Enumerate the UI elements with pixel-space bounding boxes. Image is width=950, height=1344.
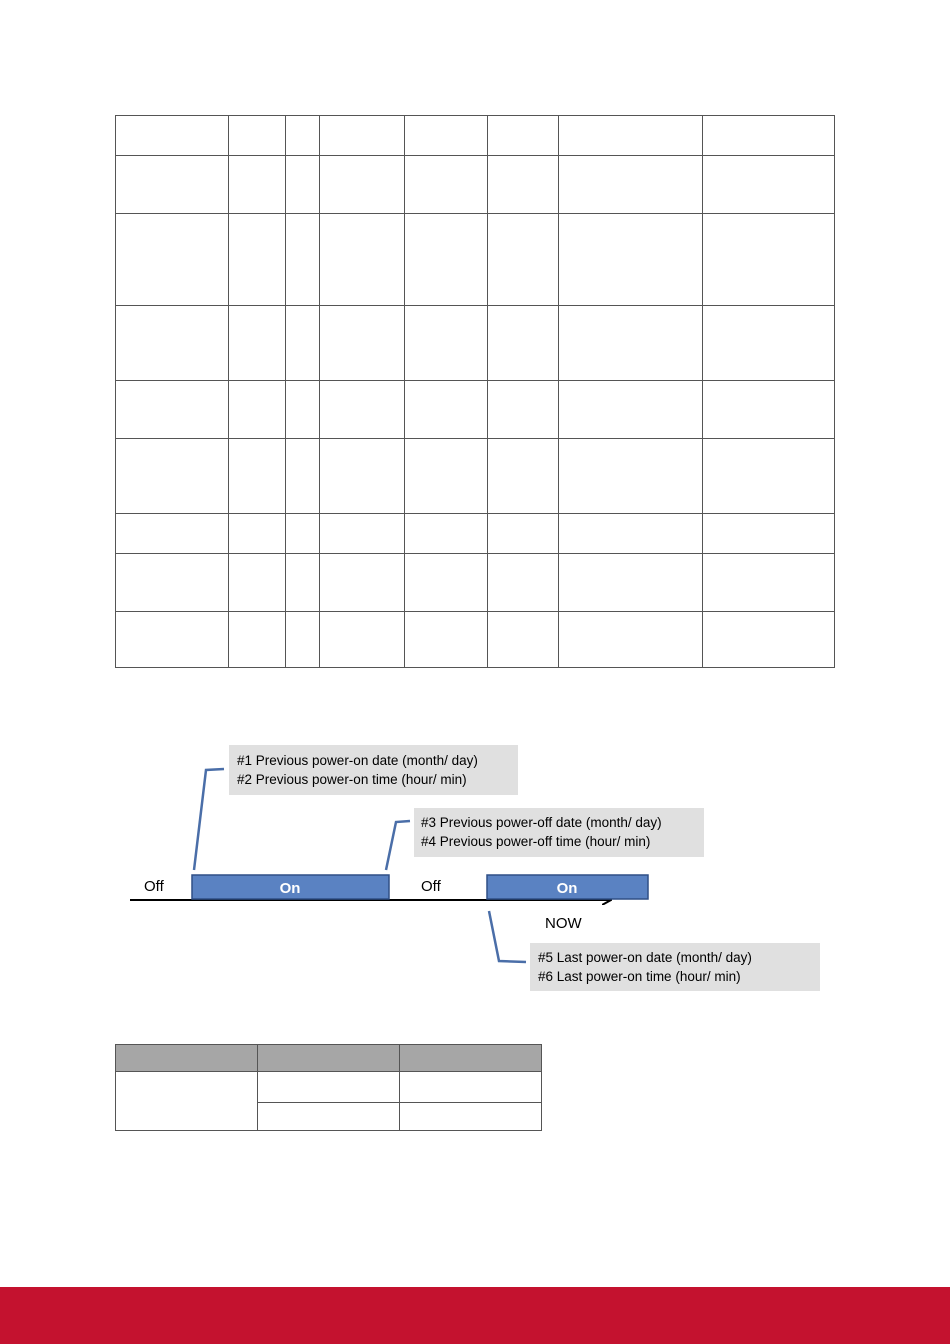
callout-line: #2 Previous power-on time (hour/ min) bbox=[237, 772, 467, 787]
footer-bar bbox=[0, 1287, 950, 1344]
return-value-table bbox=[115, 1044, 542, 1131]
table-row bbox=[116, 439, 835, 514]
table-row bbox=[116, 514, 835, 554]
off-label: Off bbox=[421, 878, 441, 895]
on-label: On bbox=[556, 880, 578, 897]
table-row bbox=[116, 306, 835, 381]
callout-line: #5 Last power-on date (month/ day) bbox=[538, 950, 752, 965]
callout-line: #1 Previous power-on date (month/ day) bbox=[237, 753, 478, 768]
command-table bbox=[115, 115, 835, 668]
table-header-row bbox=[116, 1045, 542, 1072]
leader-line bbox=[489, 911, 526, 962]
callout-previous-power-on bbox=[229, 745, 518, 795]
on-label: On bbox=[279, 880, 301, 897]
leader-line bbox=[194, 769, 224, 870]
off-label: Off bbox=[144, 878, 164, 895]
table-row bbox=[116, 381, 835, 439]
callout-line: #4 Previous power-off time (hour/ min) bbox=[421, 834, 651, 849]
now-label: NOW bbox=[545, 915, 582, 932]
callout-line: #6 Last power-on time (hour/ min) bbox=[538, 969, 741, 984]
leader-line bbox=[386, 821, 410, 870]
callout-previous-power-off bbox=[414, 808, 704, 857]
callout-last-power-on bbox=[530, 943, 820, 991]
table-row bbox=[116, 214, 835, 306]
power-timeline-diagram bbox=[0, 730, 950, 1000]
callout-line: #3 Previous power-off date (month/ day) bbox=[421, 815, 662, 830]
table-row bbox=[116, 612, 835, 668]
table-row bbox=[116, 156, 835, 214]
table-row bbox=[116, 1072, 542, 1103]
table-row bbox=[116, 554, 835, 612]
table-row bbox=[116, 116, 835, 156]
